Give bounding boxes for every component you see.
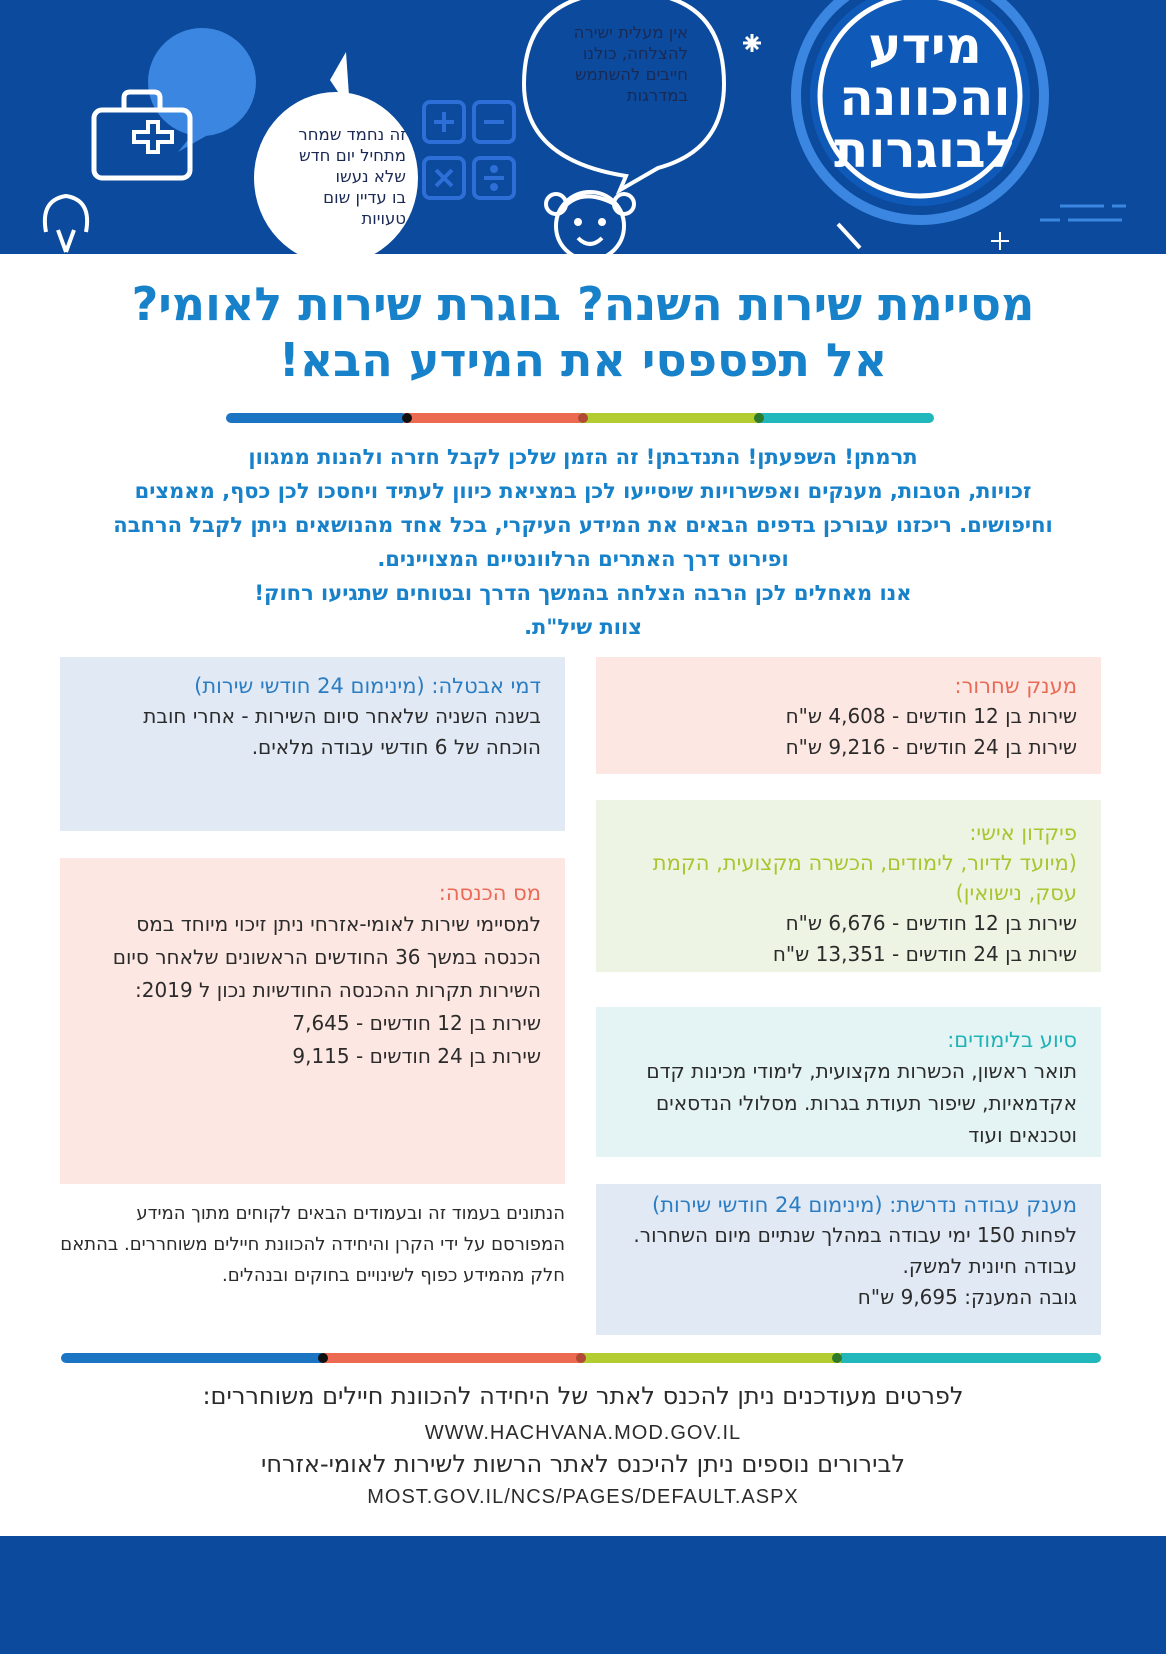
box-unemployment: [60, 657, 565, 831]
divider-dot: [832, 1353, 842, 1363]
divider-dot: [578, 413, 588, 423]
logo-title: מידע והכוונה לבוגרות: [834, 17, 1016, 179]
box-title: מס הכנסה:: [438, 881, 541, 905]
intro-line: זכויות, הטבות, מענקים ואפשרויות שיסייעו לכן במציאת כיוון לעתיד ויחסכו לכן כסף, מאמצים: [134, 479, 1032, 503]
box-text: לפחות 150 ימי עבודה במהלך שנתיים מיום השחרור. עבודה חיונית למשק.: [633, 1223, 1077, 1278]
bubble-quote-right: אין מעלית ישירה להצלחה, כולנו חייבים להשתמש במדרגות: [573, 23, 688, 105]
page-title: מסיימת שירות השנה? בוגרת שירות לאומי? אל תפספסי את המידע הבא!: [131, 277, 1035, 387]
divider-dot: [402, 413, 412, 423]
box-line: שירות בן 12 חודשים - 4,608 ש"ח: [785, 704, 1077, 728]
intro-text: [70, 440, 1096, 644]
box-text: למסיימי שירות לאומי-אזרחי ניתן זיכוי מיוחד במס הכנסה במשך 36 החודשים הראשונים שלאחר סיום השירות תקרות ההכנסה החודשיות נכון ל 2019:: [112, 912, 541, 1002]
box-line: שירות בן 24 חודשים - 13,351 ש"ח: [772, 942, 1077, 966]
box-income-tax: [60, 858, 565, 1184]
intro-line: תרמתן! השפעתן! התנדבתן! זה הזמן שלכן לקבל חזרה ולהנות ממגוון: [248, 445, 918, 469]
box-title: סיוע בלימודים:: [947, 1028, 1077, 1052]
girl-face-icon: [546, 192, 634, 254]
box-title: פיקדון אישי:: [969, 821, 1077, 845]
box-required-work-grant: [596, 1184, 1101, 1335]
source-note: הנתונים בעמוד זה ובעמודים הבאים לקוחים מתוך המידע המפורסם על ידי הקרן והיחידה להכוונת חיילים משוחררים. בהתאם חלק מהמידע כפוף לשינויים בחוקים ובנהלים.: [60, 1203, 565, 1286]
box-study-aid: [596, 1007, 1101, 1157]
header-banner: [0, 0, 1166, 254]
footer-link-most[interactable]: MOST.GOV.IL/NCS/PAGES/DEFAULT.ASPX: [367, 1486, 799, 1508]
box-line: שירות בן 24 חודשים - 9,115: [292, 1044, 541, 1068]
calculator-icon: [424, 102, 514, 198]
divider-dot: [318, 1353, 328, 1363]
footer-text-1: לפרטים מעודכנים ניתן להכנס לאתר של היחידה להכוונת חיילים משוחררים:: [202, 1382, 964, 1410]
box-text: בשנה השניה שלאחר סיום השירות - אחרי חובת הוכחה של 6 חודשי עבודה מלאים.: [143, 704, 541, 759]
box-line: שירות בן 24 חודשים - 9,216 ש"ח: [785, 735, 1077, 759]
box-subtitle: (מיועד לדיור, לימודים, הכשרה מקצועית, הקמת עסק, נישואין): [652, 851, 1077, 905]
intro-signature: צוות שיל"ת.: [524, 615, 642, 639]
footer-text-2: לבירורים נוספים ניתן להיכנס לאתר הרשות לשירות לאומי-אזרחי: [261, 1450, 905, 1478]
intro-line: אנו מאחלים לכן הרבה הצלחה בהמשך הדרך ובטוחים שתגיעו רחוק!: [254, 581, 912, 605]
bubble-quote-left: זה נחמד שמחר מתחיל יום חדש שלא נעשו בו עדיין שום טעויות: [298, 125, 406, 228]
box-title: דמי אבטלה: (מינימום 24 חודשי שירות): [194, 674, 541, 698]
intro-line: וחיפושים. ריכזנו עבורכן בדפים הבאים את המידע העיקרי, בכל אחד מהנושאים ניתן לקבל הרחבה: [113, 513, 1053, 537]
intro-line: ופירוט דרך האתרים הרלוונטיים המצויינים.: [377, 547, 789, 571]
box-personal-deposit: [596, 800, 1101, 972]
box-line: שירות בן 12 חודשים - 6,676 ש"ח: [785, 911, 1077, 935]
footer-band: [0, 1536, 1166, 1654]
box-line: שירות בן 12 חודשים - 7,645: [292, 1011, 541, 1035]
footer-link-hachvana[interactable]: WWW.HACHVANA.MOD.GOV.IL: [424, 1422, 742, 1444]
box-title: מענק עבודה נדרשת: (מינימום 24 חודשי שירות): [652, 1193, 1077, 1217]
box-title: מענק שחרור:: [954, 674, 1077, 698]
divider-dot: [754, 413, 764, 423]
lightbulb-icon: [45, 196, 87, 252]
box-text: תואר ראשון, הכשרות מקצועית, לימודי מכינות קדם אקדמאיות, שיפור תעודת בגרות. מסלולי הנדסאים וטכנאים ועוד: [646, 1059, 1077, 1147]
box-release-grant: [596, 657, 1101, 774]
box-amount: גובה המענק: 9,695 ש"ח: [857, 1285, 1077, 1309]
divider-dot: [576, 1353, 586, 1363]
